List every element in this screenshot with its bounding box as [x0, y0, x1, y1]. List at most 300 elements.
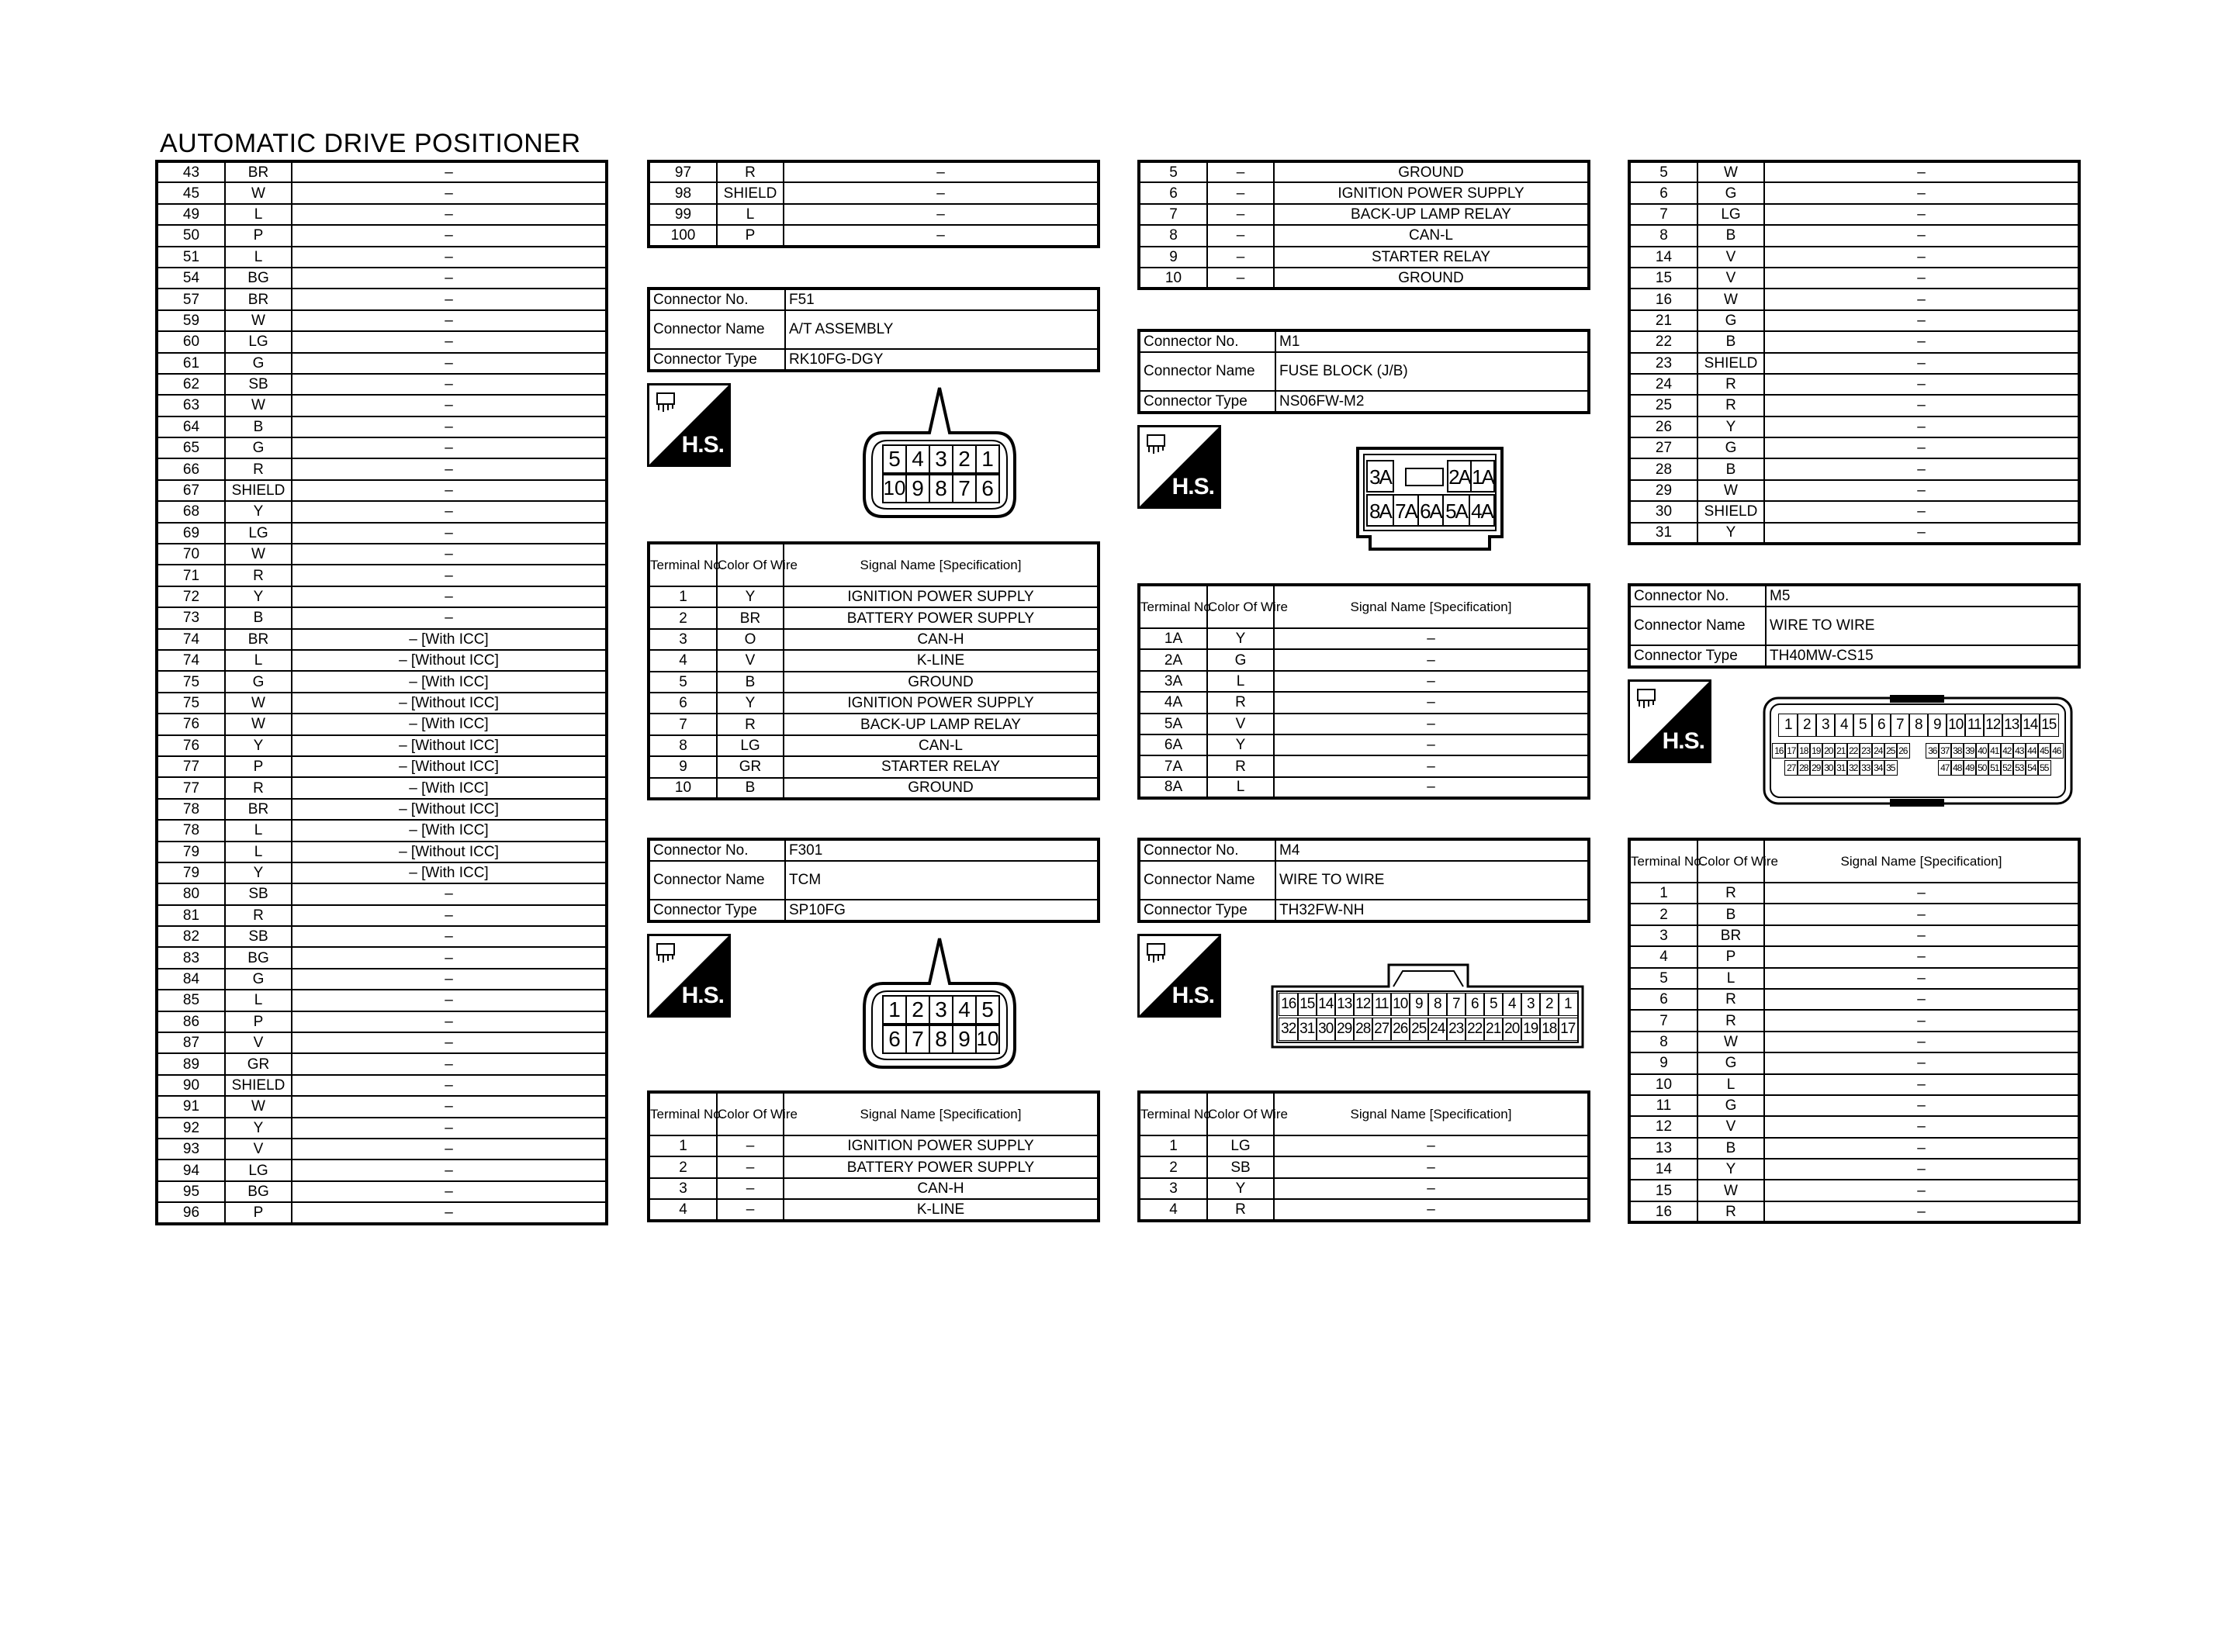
terminal-cell: 83: [157, 947, 225, 968]
connector-table-col1: [155, 160, 608, 1225]
connector-info-m4: [1137, 838, 1590, 923]
signal-cell: –: [292, 331, 607, 352]
pin-label: 24: [1427, 1018, 1448, 1041]
terminal-cell: 2: [1629, 904, 1697, 924]
signal-cell: –: [1764, 1095, 2079, 1116]
pin-label: 21: [1834, 743, 1848, 759]
signal-cell: K-LINE: [784, 1199, 1099, 1220]
table-row: [1139, 161, 1589, 182]
signal-cell: GROUND: [784, 672, 1099, 693]
hs-label: H.S.: [1171, 983, 1214, 1008]
pin-label: 25: [1409, 1018, 1429, 1041]
harness-side-icon: [647, 383, 731, 467]
wire-color-cell: P: [225, 225, 292, 246]
pin-label: 40: [1975, 743, 1989, 759]
signal-cell: CAN-L: [1274, 225, 1589, 246]
terminal-table-m1: [1137, 583, 1590, 800]
terminal-table-f301: [647, 1090, 1100, 1222]
table-row: [157, 225, 607, 246]
terminal-cell: 49: [157, 204, 225, 225]
table-row: [1139, 714, 1589, 734]
table-row: [157, 799, 607, 820]
pin-label: 54: [2025, 760, 2039, 776]
terminal-cell: 5: [1139, 161, 1207, 182]
terminal-cell: 93: [157, 1139, 225, 1160]
wire-color-cell: R: [1207, 1199, 1274, 1220]
table-row: [1629, 1201, 2079, 1222]
signal-cell: –: [1764, 480, 2079, 501]
table-row: [157, 1096, 607, 1117]
wire-color-cell: V: [225, 1139, 292, 1160]
wire-color-cell: Y: [225, 1118, 292, 1139]
connector-name-label: Connector Name: [1139, 861, 1275, 900]
wire-color-cell: Y: [717, 693, 784, 714]
signal-cell: –: [292, 458, 607, 479]
signal-cell: –: [1274, 1135, 1589, 1156]
hs-label: H.S.: [1171, 474, 1214, 499]
terminal-cell: 15: [1629, 268, 1697, 289]
wire-color-cell: V: [717, 650, 784, 671]
table-row: [1629, 161, 2079, 182]
table-row: [649, 1199, 1099, 1220]
terminal-cell: 1: [649, 1135, 717, 1156]
m5-pin-row-1: [1778, 714, 2057, 737]
pin-label: 10: [883, 476, 906, 499]
terminal-cell: 30: [1629, 501, 1697, 522]
wire-color-cell: –: [717, 1199, 784, 1220]
wire-color-cell: L: [225, 204, 292, 225]
signal-cell: –: [292, 1139, 607, 1160]
terminal-no-header: Terminal No.: [649, 543, 717, 586]
signal-cell: – [With ICC]: [292, 862, 607, 883]
pin-label: 4: [1502, 993, 1522, 1016]
wire-color-cell: W: [225, 1096, 292, 1117]
table-row: [1629, 1116, 2079, 1137]
harness-side-icon: [647, 934, 731, 1018]
pin-label: 4A: [1471, 499, 1493, 523]
signal-cell: –: [1764, 353, 2079, 374]
signal-cell: –: [1764, 437, 2079, 458]
terminal-cell: 97: [649, 161, 717, 182]
table-row: [1629, 501, 2079, 522]
table-row: [1629, 1074, 2079, 1095]
connector-diagram-m5: [1761, 695, 2075, 807]
table-row: [1629, 480, 2079, 501]
terminal-cell: 74: [157, 629, 225, 650]
terminal-cell: 1: [649, 586, 717, 607]
wire-color-cell: R: [1697, 883, 1764, 904]
connector-no-value: M5: [1766, 585, 2079, 607]
signal-cell: –: [1274, 1178, 1589, 1199]
wire-color-cell: BR: [717, 607, 784, 628]
signal-cell: –: [1764, 247, 2079, 268]
signal-cell: BATTERY POWER SUPPLY: [784, 1156, 1099, 1177]
wire-color-cell: P: [225, 1202, 292, 1223]
table-row: [1139, 225, 1589, 246]
table-row: [157, 671, 607, 692]
pin-label: 15: [1297, 993, 1317, 1016]
signal-cell: –: [1764, 161, 2079, 182]
table-row: [1139, 247, 1589, 268]
terminal-cell: 65: [157, 437, 225, 458]
terminal-cell: 50: [157, 225, 225, 246]
terminal-cell: 62: [157, 374, 225, 395]
table-row: [157, 905, 607, 926]
table-row: [157, 204, 607, 225]
table-row: [1139, 671, 1589, 692]
signal-cell: –: [1764, 946, 2079, 967]
table-row: [1629, 353, 2079, 374]
wire-color-cell: L: [225, 990, 292, 1011]
pin-label: 23: [1446, 1018, 1466, 1041]
table-row: [1629, 458, 2079, 479]
terminal-cell: 80: [157, 883, 225, 904]
terminal-cell: 8: [1629, 225, 1697, 246]
wire-color-cell: R: [717, 161, 784, 182]
table-row: [1629, 883, 2079, 904]
table-row: [157, 1160, 607, 1180]
signal-name-header: Signal Name [Specification]: [784, 543, 1099, 586]
connector-diagram-m1: [1353, 445, 1507, 552]
pin-label: 18: [1797, 743, 1811, 759]
pin-label: 5A: [1445, 499, 1467, 523]
wire-color-cell: Y: [225, 862, 292, 883]
table-row: [1629, 247, 2079, 268]
signal-cell: –: [292, 395, 607, 416]
pin-label: 9: [912, 476, 924, 500]
terminal-cell: 3: [1139, 1178, 1207, 1199]
terminal-cell: 5A: [1139, 714, 1207, 734]
connector-no-value: M4: [1275, 839, 1589, 861]
wire-color-cell: W: [1697, 1032, 1764, 1052]
wire-color-cell: BR: [225, 289, 292, 309]
terminal-cell: 45: [157, 182, 225, 203]
table-row: [649, 586, 1099, 607]
table-row: [157, 714, 607, 734]
signal-cell: –: [292, 268, 607, 289]
signal-cell: –: [1764, 1201, 2079, 1222]
signal-cell: –: [292, 1011, 607, 1032]
terminal-no-header: Terminal No.: [649, 1092, 717, 1135]
pin-label: 26: [1896, 743, 1910, 759]
table-row: [649, 650, 1099, 671]
terminal-cell: 99: [649, 204, 717, 225]
wire-color-cell: –: [1207, 268, 1274, 289]
signal-cell: –: [1764, 1138, 2079, 1159]
pin-label: 32: [1846, 760, 1860, 776]
table-row: [1139, 1156, 1589, 1177]
terminal-cell: 63: [157, 395, 225, 416]
table-row: [649, 778, 1099, 799]
table-row: [1629, 968, 2079, 989]
terminal-cell: 54: [157, 268, 225, 289]
table-row: [157, 756, 607, 777]
signal-cell: –: [1764, 1010, 2079, 1031]
signal-cell: –: [292, 544, 607, 565]
wire-color-cell: P: [717, 225, 784, 246]
connector-no-label: Connector No.: [649, 839, 785, 861]
wire-color-cell: R: [1697, 1201, 1764, 1222]
signal-cell: –: [1764, 204, 2079, 225]
pin-label: 23: [1859, 743, 1873, 759]
signal-cell: –: [1764, 904, 2079, 924]
connector-no-value: M1: [1275, 330, 1589, 352]
col1-body: [157, 161, 607, 1224]
terminal-cell: 82: [157, 926, 225, 947]
connector-type-label: Connector Type: [1139, 900, 1275, 921]
connector-no-value: F301: [785, 839, 1099, 861]
terminal-cell: 75: [157, 693, 225, 714]
page-title: AUTOMATIC DRIVE POSITIONER: [160, 129, 581, 158]
signal-name-header: Signal Name [Specification]: [1274, 585, 1589, 628]
connector-info-m1: [1137, 329, 1590, 414]
signal-cell: –: [292, 1181, 607, 1202]
terminal-cell: 16: [1629, 1201, 1697, 1222]
pin-label: 15: [2039, 714, 2059, 737]
signal-cell: –: [1764, 501, 2079, 522]
wire-color-cell: LG: [717, 735, 784, 756]
terminal-cell: 64: [157, 416, 225, 437]
wire-color-cell: R: [225, 458, 292, 479]
pin-label: 37: [1938, 743, 1952, 759]
pin-label: 7: [1446, 993, 1466, 1016]
wire-color-cell: –: [1207, 247, 1274, 268]
m4-pin-grid-top: [1279, 993, 1576, 1016]
terminal-cell: 72: [157, 586, 225, 607]
table-row: [157, 1181, 607, 1202]
connector-type-value: SP10FG: [785, 900, 1099, 921]
wire-color-cell: R: [717, 714, 784, 734]
wire-color-cell: W: [1697, 1180, 1764, 1201]
wire-color-cell: –: [717, 1156, 784, 1177]
table-row: [157, 1139, 607, 1160]
pin-label: 32: [1279, 1018, 1299, 1041]
wire-color-cell: BG: [225, 947, 292, 968]
terminal-cell: 6: [1629, 989, 1697, 1010]
terminal-cell: 8: [649, 735, 717, 756]
pin-label: 30: [1822, 760, 1836, 776]
signal-cell: –: [1764, 925, 2079, 946]
terminal-cell: 10: [1629, 1074, 1697, 1095]
wire-color-cell: G: [225, 671, 292, 692]
table-row: [1139, 777, 1589, 798]
table-row: [1629, 1159, 2079, 1180]
terminal-cell: 69: [157, 523, 225, 544]
table-row: [1629, 268, 2079, 289]
wire-color-cell: B: [1697, 1138, 1764, 1159]
wire-color-cell: B: [225, 607, 292, 628]
signal-cell: –: [1764, 416, 2079, 437]
wire-color-cell: –: [1207, 182, 1274, 203]
terminal-cell: 2: [1139, 1156, 1207, 1177]
wire-color-cell: P: [1697, 946, 1764, 967]
signal-cell: STARTER RELAY: [1274, 247, 1589, 268]
table-row: [1629, 989, 2079, 1010]
pin-label: 3A: [1369, 465, 1391, 489]
wire-color-cell: G: [1697, 310, 1764, 331]
table-row: [157, 883, 607, 904]
terminal-cell: 10: [649, 778, 717, 799]
wire-color-cell: Y: [225, 501, 292, 522]
signal-cell: –: [1764, 883, 2079, 904]
signal-cell: – [Without ICC]: [292, 735, 607, 756]
signal-cell: – [With ICC]: [292, 671, 607, 692]
signal-cell: –: [292, 437, 607, 458]
signal-cell: –: [1764, 1159, 2079, 1180]
terminal-cell: 81: [157, 905, 225, 926]
signal-cell: –: [1274, 671, 1589, 692]
pin-label: 3: [935, 447, 947, 471]
table-row: [1629, 374, 2079, 395]
table-row: [1629, 395, 2079, 416]
signal-cell: CAN-H: [784, 629, 1099, 650]
signal-cell: –: [292, 161, 607, 182]
signal-cell: – [Without ICC]: [292, 756, 607, 777]
terminal-cell: 91: [157, 1096, 225, 1117]
signal-cell: –: [292, 1032, 607, 1053]
terminal-cell: 4: [649, 1199, 717, 1220]
terminal-cell: 94: [157, 1160, 225, 1180]
pin-label: 36: [1926, 743, 1940, 759]
wire-color-cell: Y: [1207, 628, 1274, 649]
signal-cell: –: [784, 161, 1099, 182]
terminal-cell: 77: [157, 777, 225, 798]
table-row: [157, 501, 607, 522]
wire-color-cell: G: [1207, 649, 1274, 670]
table-row: [649, 1156, 1099, 1177]
table-row: [157, 416, 607, 437]
pin-label: 3: [935, 997, 947, 1021]
signal-cell: GROUND: [784, 778, 1099, 799]
terminal-table-f51: [647, 541, 1100, 800]
terminal-cell: 67: [157, 480, 225, 501]
signal-cell: –: [1274, 714, 1589, 734]
wire-color-cell: W: [225, 395, 292, 416]
wire-color-cell: B: [717, 672, 784, 693]
table-row: [1629, 289, 2079, 309]
signal-cell: IGNITION POWER SUPPLY: [1274, 182, 1589, 203]
pin-label: 14: [2020, 714, 2040, 737]
signal-cell: –: [1764, 395, 2079, 416]
table-row: [157, 182, 607, 203]
wire-color-cell: BR: [225, 161, 292, 182]
wire-color-cell: L: [225, 247, 292, 268]
terminal-cell: 23: [1629, 353, 1697, 374]
terminal-cell: 7: [1139, 204, 1207, 225]
pin-label: 3: [1815, 714, 1836, 737]
table-row: [157, 523, 607, 544]
terminal-cell: 96: [157, 1202, 225, 1223]
pin-label: 34: [1871, 760, 1885, 776]
pin-label: 14: [1316, 993, 1336, 1016]
connector-type-value: TH40MW-CS15: [1766, 645, 2079, 667]
table-row: [1629, 925, 2079, 946]
table-row: [157, 990, 607, 1011]
pin-label: 44: [2025, 743, 2039, 759]
pin-label: 5: [1483, 993, 1504, 1016]
pin-label: 39: [1963, 743, 1977, 759]
table-row: [1139, 649, 1589, 670]
wire-color-cell: G: [1697, 437, 1764, 458]
wire-color-cell: R: [225, 905, 292, 926]
terminal-cell: 78: [157, 799, 225, 820]
table-row: [1629, 1095, 2079, 1116]
wire-color-cell: R: [1697, 1010, 1764, 1031]
terminal-cell: 73: [157, 607, 225, 628]
pin-label: 43: [2012, 743, 2026, 759]
table-row: [157, 310, 607, 331]
wire-color-cell: BR: [225, 799, 292, 820]
table-row: [157, 947, 607, 968]
hs-label: H.S.: [681, 983, 724, 1008]
table-row: [157, 268, 607, 289]
pin-label: 1: [1778, 714, 1798, 737]
terminal-cell: 87: [157, 1032, 225, 1053]
pin-label: 42: [2000, 743, 2014, 759]
pin-label: 6: [888, 1027, 901, 1051]
pin-label: 26: [1390, 1018, 1410, 1041]
table-row: [1629, 946, 2079, 967]
terminal-cell: 2: [649, 1156, 717, 1177]
table-row: [1629, 904, 2079, 924]
wire-color-cell: R: [225, 777, 292, 798]
wire-color-cell: BR: [225, 629, 292, 650]
terminal-cell: 8: [1139, 225, 1207, 246]
wire-color-cell: –: [717, 1178, 784, 1199]
terminal-cell: 4: [649, 650, 717, 671]
pin-label: 2: [1539, 993, 1559, 1016]
connector-info-m5: [1628, 583, 2081, 669]
terminal-cell: 86: [157, 1011, 225, 1032]
pin-label: 5: [981, 997, 994, 1021]
pin-label: 31: [1297, 1018, 1317, 1041]
pin-label: 11: [1964, 714, 1985, 737]
pin-label: 8A: [1369, 499, 1391, 523]
terminal-cell: 12: [1629, 1116, 1697, 1137]
terminal-cell: 66: [157, 458, 225, 479]
wire-color-cell: BG: [225, 268, 292, 289]
pin-label: 12: [1353, 993, 1373, 1016]
pin-label: 8: [1909, 714, 1929, 737]
signal-cell: –: [1764, 1074, 2079, 1095]
connector-type-label: Connector Type: [649, 900, 785, 921]
pin-label: 16: [1772, 743, 1786, 759]
signal-cell: –: [292, 501, 607, 522]
table-row: [1629, 310, 2079, 331]
table-row: [1629, 182, 2079, 203]
signal-cell: BACK-UP LAMP RELAY: [784, 714, 1099, 734]
table-row: [1139, 204, 1589, 225]
signal-cell: –: [1274, 1156, 1589, 1177]
table-row: [157, 331, 607, 352]
connector-name-value: TCM: [785, 861, 1099, 900]
wire-color-cell: SB: [225, 883, 292, 904]
pin-label: 2A: [1448, 465, 1470, 489]
connector-name-value: WIRE TO WIRE: [1766, 607, 2079, 645]
wire-color-cell: Y: [1207, 734, 1274, 755]
table-row: [157, 1075, 607, 1096]
pin-label: 1: [1558, 993, 1578, 1016]
signal-cell: –: [784, 204, 1099, 225]
pin-label: 10: [976, 1027, 999, 1050]
pin-label: 19: [1809, 743, 1823, 759]
pin-label: 46: [2050, 743, 2064, 759]
signal-cell: –: [1274, 777, 1589, 798]
pin-label: 27: [1784, 760, 1798, 776]
table-row: [157, 693, 607, 714]
wire-color-cell: W: [1697, 480, 1764, 501]
terminal-cell: 5: [649, 672, 717, 693]
